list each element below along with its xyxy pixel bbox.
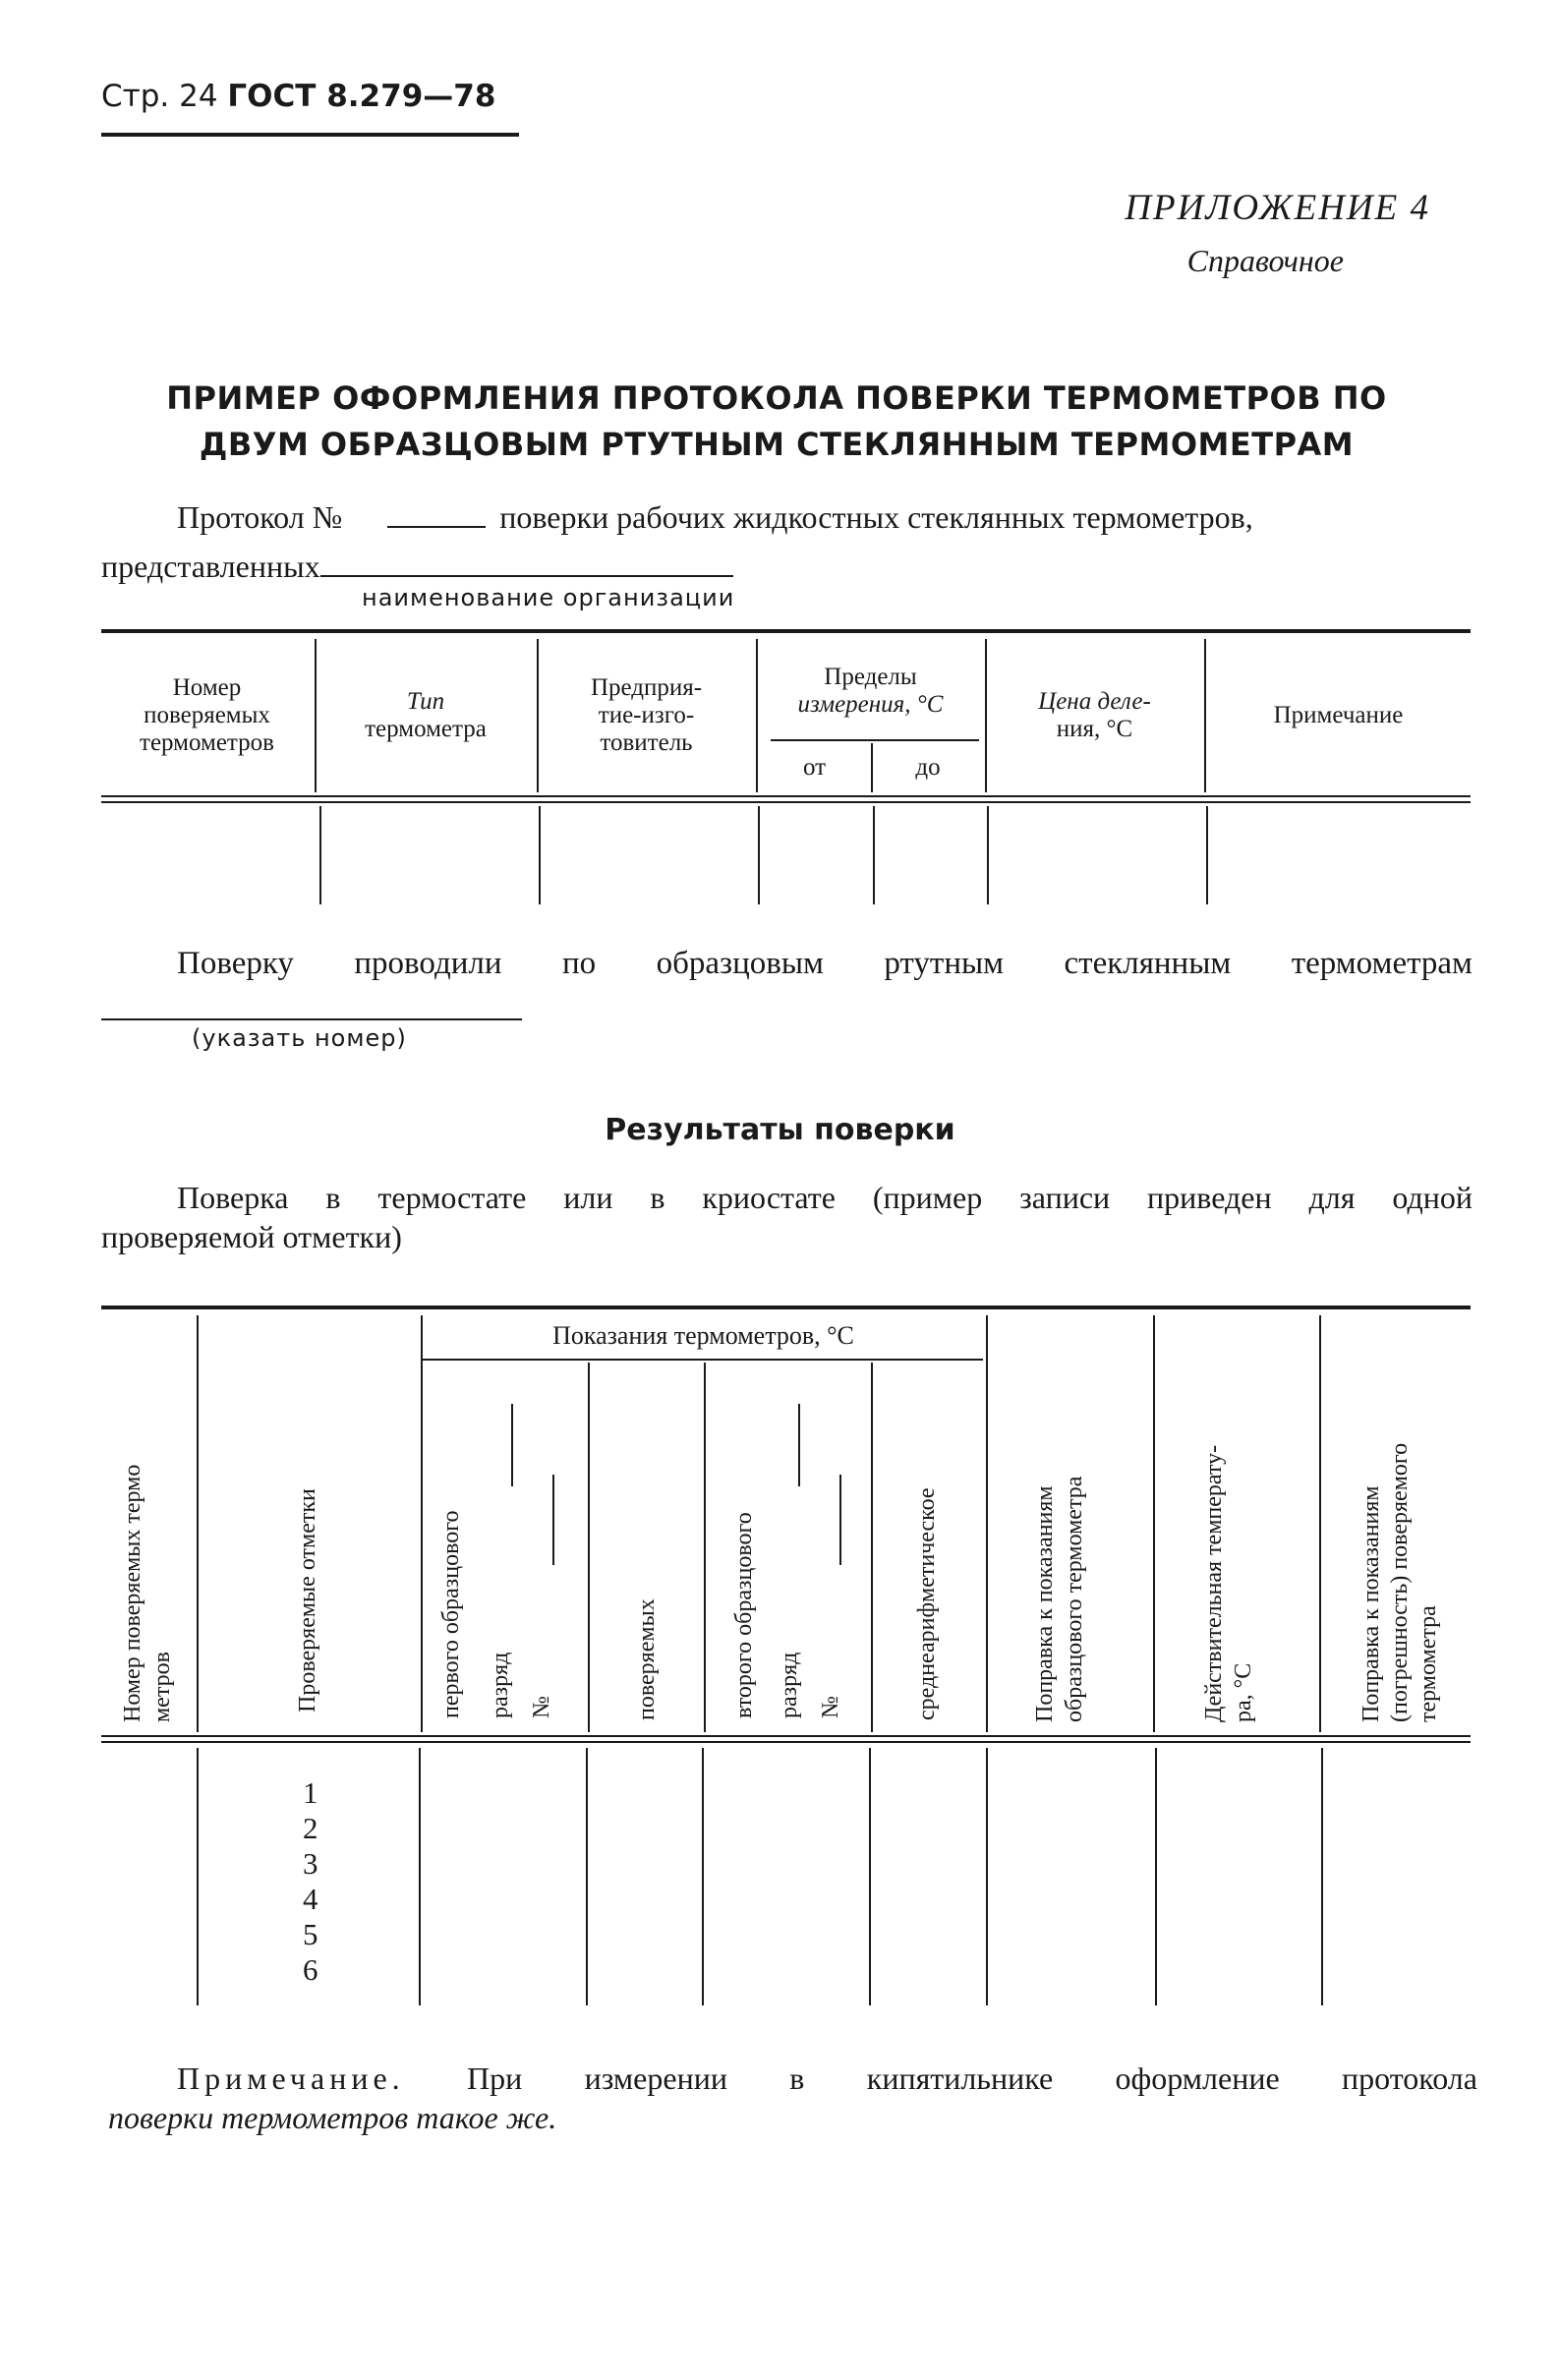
th-manufacturer-l3: товитель xyxy=(600,729,693,756)
note-word: протокола xyxy=(1342,2061,1477,2096)
table2-vline xyxy=(871,1363,873,1732)
note-word: кипятильнике xyxy=(866,2061,1054,2096)
note-line-2: поверки термометров такое же. xyxy=(108,2100,557,2135)
note-word: При xyxy=(467,2061,523,2096)
results-line-1: Поверка в термостате или в криостате (пример записи приведен для одной xyxy=(177,1180,1473,1215)
title-line-2: ДВУМ ОБРАЗЦОВЫМ РТУТНЫМ СТЕКЛЯННЫМ ТЕРМОМЕТРАМ xyxy=(199,426,1355,463)
th2-second-ref: второго образцового xyxy=(731,1512,757,1718)
mark-6: 6 xyxy=(303,1952,318,1987)
th-limits-from: от xyxy=(802,754,827,781)
th-number-l1: Номер xyxy=(172,674,242,701)
table2-vline xyxy=(986,1748,988,2005)
th2-actual-temp-l1: Действительная температу- xyxy=(1201,1444,1227,1722)
th-note: Примечание xyxy=(1273,702,1404,728)
verification-word: по xyxy=(562,946,597,981)
th2-number-l1: Номер поверяемых термо xyxy=(120,1464,145,1722)
table1-vline xyxy=(987,806,989,904)
verification-word: образцовым xyxy=(656,946,824,981)
organization-caption: наименование организации xyxy=(362,584,735,611)
appendix-label: ПРИЛОЖЕНИЕ 4 xyxy=(1125,188,1430,228)
mark-1: 1 xyxy=(303,1775,318,1810)
number-blank xyxy=(552,1475,554,1565)
th2-second-grade: разряд xyxy=(777,1652,802,1718)
note-line-1 xyxy=(177,2061,1477,2097)
table2-vline xyxy=(1153,1315,1155,1732)
protocol-prefix: Протокол № xyxy=(177,499,343,535)
table2-vline xyxy=(1319,1315,1321,1732)
document-title xyxy=(138,376,1416,468)
appendix-kind: Справочное xyxy=(1186,243,1344,278)
verification-word: термометрам xyxy=(1291,946,1473,981)
table1-top-rule xyxy=(101,629,1471,633)
table1-vline xyxy=(873,806,875,904)
th-readings: Показания термометров, °С xyxy=(552,1321,854,1350)
th2-first-no: № xyxy=(529,1696,554,1718)
table2-vline xyxy=(197,1748,199,2005)
table2-vline xyxy=(197,1315,199,1732)
table2-vline xyxy=(421,1315,423,1732)
organization-blank xyxy=(320,575,733,577)
grade-blank xyxy=(511,1404,513,1486)
table2-readings-rule xyxy=(423,1359,983,1361)
th-manufacturer-l2: тие-изго- xyxy=(598,702,695,728)
protocol-text: поверки рабочих жидкостных стеклянных термометров, xyxy=(499,499,1253,535)
th-number xyxy=(101,639,313,792)
th-number-l2: поверяемых xyxy=(144,702,270,728)
protocol-line-2 xyxy=(101,549,733,585)
verification-word: Поверку xyxy=(177,946,294,981)
th2-correction-tested-l3: термометра xyxy=(1416,1605,1441,1722)
th-type-l2: термометра xyxy=(365,716,487,742)
th2-correction-tested-l1: Поправка к показаниям xyxy=(1358,1485,1384,1722)
table1-vline xyxy=(1206,806,1208,904)
table1-header-rule xyxy=(101,795,1471,803)
header-rule xyxy=(101,133,519,137)
page-number: Стр. 24 xyxy=(101,79,218,114)
th-limits-l2: измерения, °С xyxy=(797,691,944,718)
note-label: Примечание. xyxy=(177,2061,405,2096)
table2-vline xyxy=(1321,1748,1323,2005)
th2-correction-tested-l2: (погрешность) поверяемого xyxy=(1387,1442,1413,1722)
table1-vline xyxy=(539,806,541,904)
table2-vline xyxy=(986,1315,988,1732)
th-manufacturer-l1: Предприя- xyxy=(590,674,703,701)
reference-number-blank xyxy=(101,1018,522,1020)
title-line-1: ПРИМЕР ОФОРМЛЕНИЯ ПРОТОКОЛА ПОВЕРКИ ТЕРМОМЕТРОВ ПО xyxy=(166,379,1387,417)
protocol-line2-prefix: представленных xyxy=(101,549,320,584)
note-word: измерении xyxy=(584,2061,727,2096)
th-number-l3: термометров xyxy=(140,729,274,756)
th2-actual-temp-l2: ра, °С xyxy=(1231,1662,1256,1722)
table2-vline xyxy=(1155,1748,1157,2005)
th-type-l1: Тип xyxy=(406,688,445,715)
th-limits-l1: Пределы xyxy=(824,664,917,690)
verification-word: стеклянным xyxy=(1064,946,1232,981)
mark-5: 5 xyxy=(303,1917,318,1951)
mark-2: 2 xyxy=(303,1811,318,1845)
th2-mean: среднеарифметическое xyxy=(914,1487,940,1720)
verification-word: ртутным xyxy=(884,946,1005,981)
th-limits xyxy=(758,657,983,726)
protocol-line-1 xyxy=(177,499,1253,536)
th2-correction-ref-l2: образцового термометра xyxy=(1062,1476,1087,1722)
table2-top-rule xyxy=(101,1306,1471,1309)
note-word: в xyxy=(789,2061,805,2096)
th2-tested: поверяемых xyxy=(634,1598,660,1720)
th2-marks: Проверяемые отметки xyxy=(295,1488,320,1712)
reference-number-caption: (указать номер) xyxy=(192,1024,407,1052)
table1-limits-rule xyxy=(771,739,979,741)
table2-vline xyxy=(702,1748,704,2005)
table2-vline xyxy=(586,1748,588,2005)
standard-code: ГОСТ 8.279—78 xyxy=(227,79,496,114)
mark-3: 3 xyxy=(303,1846,318,1881)
th-division xyxy=(987,639,1202,792)
verification-word: проводили xyxy=(354,946,502,981)
table1-vline xyxy=(319,806,321,904)
table2-header-rule xyxy=(101,1735,1471,1743)
table2-vline xyxy=(419,1748,421,2005)
th-manufacturer xyxy=(539,639,754,792)
table2-vline xyxy=(869,1748,871,2005)
page-header xyxy=(101,79,495,114)
th2-number-l2: метров xyxy=(149,1652,175,1722)
verification-line xyxy=(177,946,1473,982)
note-word: оформление xyxy=(1115,2061,1280,2096)
th-limits-to: до xyxy=(915,754,941,781)
grade-blank xyxy=(798,1404,800,1486)
th2-second-no: № xyxy=(818,1696,843,1718)
th2-first-grade: разряд xyxy=(488,1652,513,1718)
number-blank xyxy=(839,1475,841,1565)
th-division-l1: Цена деле- xyxy=(1038,688,1151,715)
table2-vline xyxy=(588,1363,590,1732)
mark-4: 4 xyxy=(303,1882,318,1916)
table1-vline xyxy=(758,806,760,904)
results-line-2: проверяемой отметки) xyxy=(101,1219,402,1254)
th2-correction-ref-l1: Поправка к показаниям xyxy=(1032,1485,1058,1722)
table2-vline xyxy=(704,1363,706,1732)
protocol-number-blank xyxy=(387,526,486,528)
results-heading: Результаты поверки xyxy=(605,1113,955,1147)
th-type xyxy=(317,639,535,792)
th-division-l2: ния, °С xyxy=(1056,716,1133,742)
th2-first-ref: первого образцового xyxy=(438,1510,464,1718)
